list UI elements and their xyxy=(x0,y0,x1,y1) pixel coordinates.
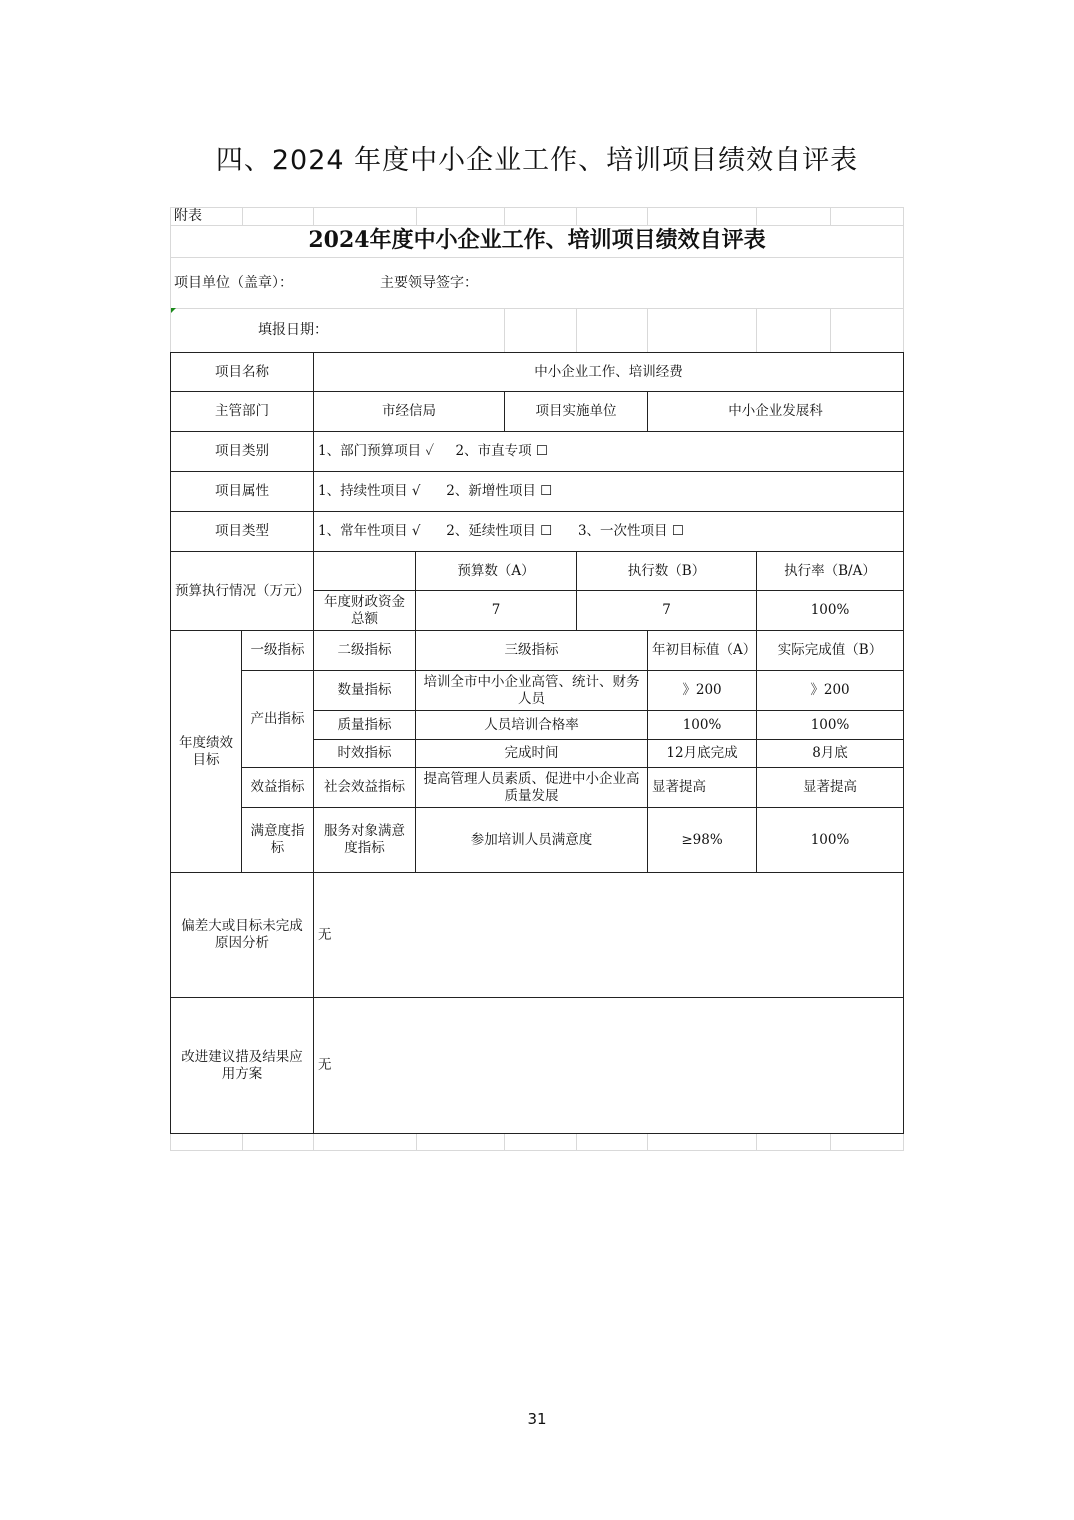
table-row-level3: 提高管理人员素质、促进中小企业高质量发展 xyxy=(415,767,648,808)
performance-label: 年度绩效目标 xyxy=(170,630,242,873)
table-row-actual: 100% xyxy=(756,807,904,873)
improvement-value: 无 xyxy=(313,997,904,1134)
impl-unit-value: 中小企业发展科 xyxy=(647,391,904,432)
table-row-actual: 》200 xyxy=(756,670,904,711)
table-row-level3: 人员培训合格率 xyxy=(415,710,648,740)
type-value: 1、常年性项目 √ 2、延续性项目 ☐ 3、一次性项目 ☐ xyxy=(313,511,904,552)
deviation-label: 偏差大或目标未完成原因分析 xyxy=(170,872,314,998)
header-target: 年初目标值（A） xyxy=(647,630,757,671)
sheet-title: 2024年度中小企业工作、培训项目绩效自评表 xyxy=(308,227,766,253)
table-row-level2: 服务对象满意度指标 xyxy=(313,807,416,873)
budget-b-value: 7 xyxy=(576,590,757,631)
table-row-level2: 社会效益指标 xyxy=(313,767,416,808)
category-label: 项目类别 xyxy=(170,431,314,472)
budget-col-b: 执行数（B） xyxy=(576,551,757,591)
table-row-target: 100% xyxy=(647,710,757,740)
table-row-target: 显著提高 xyxy=(647,767,757,808)
table-row-level2: 质量指标 xyxy=(313,710,416,740)
project-name-value: 中小企业工作、培训经费 xyxy=(313,352,904,392)
table-row-actual: 8月底 xyxy=(756,739,904,768)
budget-label: 预算执行情况（万元） xyxy=(170,551,314,631)
category-value: 1、部门预算项目 ✓ 2、市直专项 ☐ xyxy=(313,431,904,472)
fill-date-label: 填报日期： xyxy=(258,322,328,338)
satisfaction-indicator-label: 满意度指标 xyxy=(241,807,314,873)
table-row-actual: 显著提高 xyxy=(756,767,904,808)
project-name-label: 项目名称 xyxy=(170,352,314,392)
impl-unit-label: 项目实施单位 xyxy=(504,391,648,432)
budget-a-value: 7 xyxy=(415,590,577,631)
header-level2: 二级指标 xyxy=(313,630,416,671)
header-level3: 三级指标 xyxy=(415,630,648,671)
table-row-actual: 100% xyxy=(756,710,904,740)
dept-value: 市经信局 xyxy=(313,391,505,432)
type-label: 项目类型 xyxy=(170,511,314,552)
table-row-level3: 参加培训人员满意度 xyxy=(415,807,648,873)
leader-signature-label: 主要领导签字： xyxy=(380,275,478,291)
attachment-label: 附表 xyxy=(174,208,202,224)
page-heading: 四、2024 年度中小企业工作、培训项目绩效自评表 xyxy=(215,145,859,176)
deviation-value: 无 xyxy=(313,872,904,998)
budget-col-rate: 执行率（B/A） xyxy=(756,551,904,591)
table-row-target: 》200 xyxy=(647,670,757,711)
table-row-target: 12月底完成 xyxy=(647,739,757,768)
unit-label: 项目单位（盖章）： xyxy=(174,275,293,291)
cell-comment-marker xyxy=(171,308,176,313)
budget-rate-value: 100% xyxy=(756,590,904,631)
improvement-label: 改进建议措及结果应用方案 xyxy=(170,997,314,1134)
table-row-level2: 数量指标 xyxy=(313,670,416,711)
benefit-indicator-label: 效益指标 xyxy=(241,767,314,808)
budget-col-a: 预算数（A） xyxy=(415,551,577,591)
header-level1: 一级指标 xyxy=(241,630,314,671)
output-indicator-label: 产出指标 xyxy=(241,670,314,768)
table-row-level3: 培训全市中小企业高管、统计、财务人员 xyxy=(415,670,648,711)
page-number: 31 xyxy=(527,1410,547,1428)
dept-label: 主管部门 xyxy=(170,391,314,432)
attribute-value: 1、持续性项目 √ 2、新增性项目 ☐ xyxy=(313,471,904,512)
budget-row-label: 年度财政资金总额 xyxy=(313,590,416,631)
attribute-label: 项目属性 xyxy=(170,471,314,512)
header-actual: 实际完成值（B） xyxy=(756,630,904,671)
table-row-target: ≥98% xyxy=(647,807,757,873)
budget-blank-cell xyxy=(313,551,416,591)
table-row-level2: 时效指标 xyxy=(313,739,416,768)
evaluation-sheet xyxy=(170,207,904,1151)
table-row-level3: 完成时间 xyxy=(415,739,648,768)
